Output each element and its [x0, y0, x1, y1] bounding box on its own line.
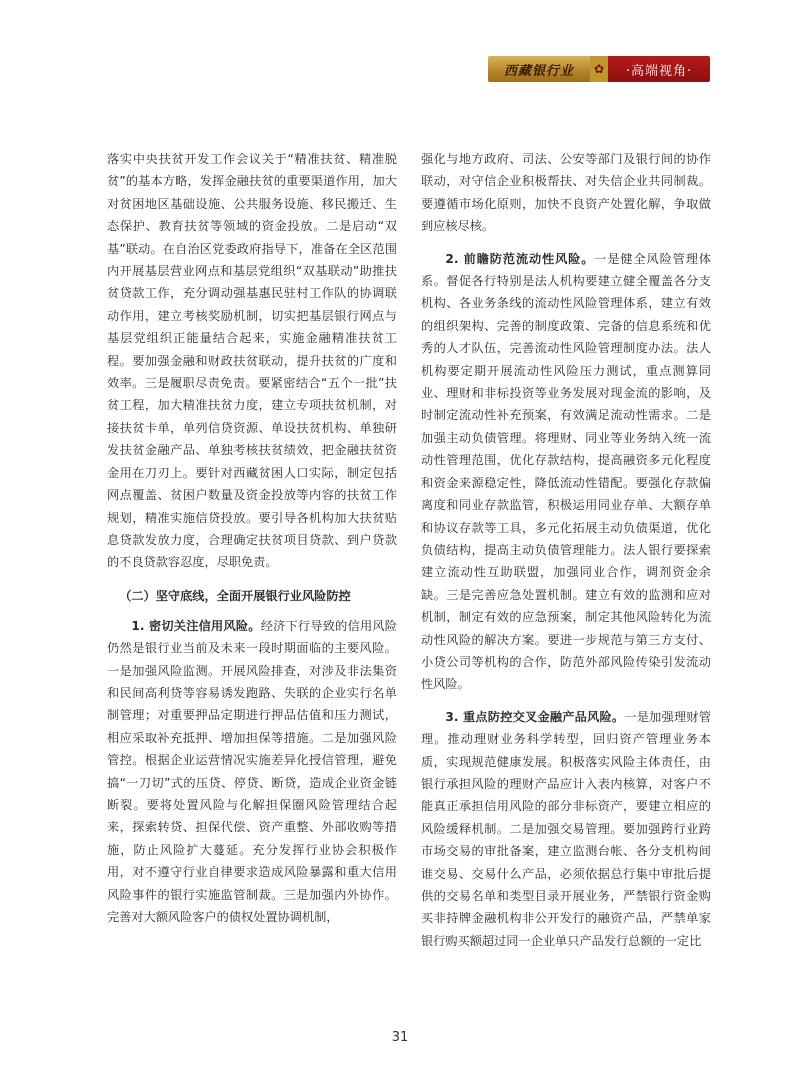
- section-tagline: ·高端视角·: [608, 56, 710, 82]
- left-column: [107, 148, 397, 928]
- page-number: 31: [391, 1030, 409, 1045]
- paragraph-lead: 2. 前瞻防范流动性风险。: [445, 251, 595, 266]
- paragraph-body: 一是健全风险管理体系。督促各行特别是法人机构要建立健全覆盖各分支机构、各业务条线的流动性风险管理体系，建立有效的组织架构、完善的制度政策、完备的信息系统和优秀的人才队伍，完善流动性风险管理制度办法。法人机构要定期开展流动性风险压力测试，重点测算同业、理财和非标投资等业务发展对现金流的影响，及时制定流动性补充预案，有效满足流动性需求。二是加强主动负债管理。将理财、同业等业务纳入统一流动性管理范围，优化存款结构，提高融资多元化程度和资金来源稳定性，降低流动性错配。要强化存款偏离度和同业存款监管，积极运用同业存单、大额存单和协议存款等工具，多元化拓展主动负债渠道，优化负债结构，提高主动负债管理能力。法人银行要探索建立流动性互助联盟，加强同业合作，调剂资金余缺。三是完善应急处置机制。建立有效的监测和应对机制，制定有效的应急预案，制定其他风险转化为流动性风险的解决方案。要进一步规范与第三方支付、小贷公司等机构的合作，防范外部风险传染引发流动性风险。: [421, 251, 711, 692]
- paragraph-body: 经济下行导致的信用风险仍然是银行业当前及未来一段时期面临的主要风险。一是加强风险监测。开展风险排查，对涉及非法集资和民间高利贷等容易诱发跑路、失联的企业实行名单制管理；对重要押品定期进行押品估值和压力测试，相应采取补充抵押、增加担保等措施。二是加强风险管控。根据企业运营情况实施差异化授信管理，避免搞“一刀切”式的压贷、停贷、断贷，造成企业资金链断裂。要将处置风险与化解担保圈风险管理结合起来，探索转贷、担保代偿、资产重整、外部收购等措施，防止风险扩大蔓延。充分发挥行业协会积极作用，对不遵守行业自律要求造成风险暴露和重大信用风险事件的银行实施监管制裁。三是加强内外协作。完善对大额风险客户的债权处置协调机制，: [107, 618, 397, 924]
- seal-icon: ✿: [590, 56, 608, 82]
- paragraph: 落实中央扶贫开发工作会议关于“精准扶贫、精准脱贫”的基本方略，发挥金融扶贫的重要渠道作用，加大对贫困地区基础设施、公共服务设施、移民搬迁、生态保护、教育扶贫等领域的资金投放。二是启动“双基”联动。在自治区党委政府指导下，准备在全区范围内开展基层营业网点和基层党组织“双基联动”助推扶贫贷款工作，充分调动强基惠民驻村工作队的协调联动作用，建立考核奖励机制，切实把基层银行网点与基层党组织正能量结合起来，实施金融精准扶贫工程。要加强金融和财政扶贫联动，提升扶贫的广度和效率。三是履职尽责免责。要紧密结合“五个一批”扶贫工程，加大精准扶贫力度，建立专项扶贫机制，对接扶贫卡单，单列信贷资源、单设扶贫机构、单独研发扶贫金融产品、单独考核扶贫绩效，把金融扶贫资金用在刀刃上。要针对西藏贫困人口实际，制定包括网点覆盖、贫困户数量及资金投放等内容的扶贫工作规划，精准实施信贷投放。要引导各机构加大扶贫贴息贷款发放力度，合理确定扶贫项目贷款、到户贷款的不良贷款容忍度，尽职免责。: [107, 152, 397, 570]
- paragraph: 强化与地方政府、司法、公安等部门及银行间的协作联动，对守信企业积极帮扶、对失信企业共同制裁。要遵循市场化原则，加快不良资产处置化解，争取做到应核尽核。: [421, 152, 711, 234]
- section-heading: （二）坚守底线，全面开展银行业风险防控: [119, 588, 351, 603]
- paragraph-lead: 3. 重点防控交叉金融产品风险。: [445, 709, 625, 724]
- paragraph: [421, 706, 711, 952]
- brand-logo: 西藏银行业: [488, 56, 590, 82]
- paragraph: [107, 615, 397, 929]
- right-column: [421, 148, 711, 952]
- paragraph-body: 一是加强理财管理。推动理财业务科学转型，回归资产管理业务本质，实现规范健康发展。积极落实风险主体责任，由银行承担风险的理财产品应计入表内核算，对客户不能真正承担信用风险的部分非标资产，要建立相应的风险缓释机制。二是加强交易管理。要加强跨行业跨市场交易的审批备案，建立监测台帐、各分支机构间谁交易、交易什么产品，必须依据总行集中审批后提供的交易名单和类型目录开展业务，严禁银行资金购买非持牌金融机构非公开发行的融资产品，严禁单家银行购买额超过同一企业单只产品发行总额的一定比: [421, 709, 712, 948]
- paragraph: [421, 248, 711, 696]
- header-banner: [488, 53, 710, 85]
- paragraph-lead: 1. 密切关注信用风险。: [131, 618, 261, 633]
